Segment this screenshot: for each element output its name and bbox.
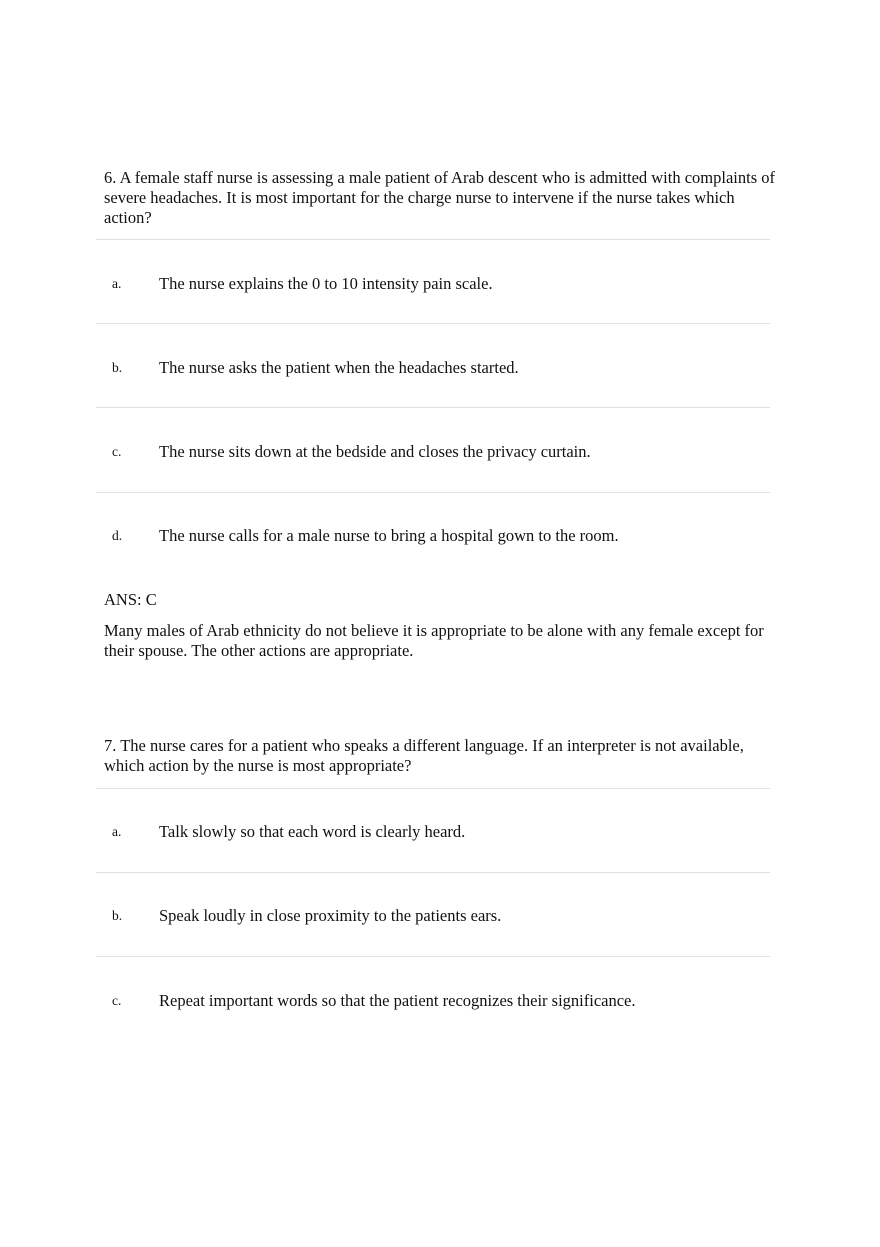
answer-key: ANS: C (104, 590, 157, 609)
divider (96, 407, 770, 408)
option-letter-b: b. (112, 360, 123, 375)
divider (96, 323, 770, 324)
option-text-c: The nurse sits down at the bedside and closes the privacy curtain. (159, 442, 591, 461)
option-letter-a: a. (112, 276, 122, 291)
option-text-a: Talk slowly so that each word is clearly heard. (159, 822, 466, 841)
option-text-b: The nurse asks the patient when the headaches started. (159, 358, 519, 377)
divider (96, 788, 770, 789)
divider (96, 239, 770, 240)
option-letter-d: d. (112, 528, 123, 543)
question-7-stem: 7. The nurse cares for a patient who speaks a different language. If an interpreter is not available, which action by the nurse is most appropriate? (104, 736, 744, 775)
option-letter-c: c. (112, 993, 122, 1008)
divider (96, 872, 770, 873)
rationale: Many males of Arab ethnicity do not believe it is appropriate to be alone with any female except for their spouse. The other actions are appropriate. (104, 621, 764, 660)
divider (96, 956, 770, 957)
option-text-b: Speak loudly in close proximity to the patients ears. (159, 906, 502, 925)
option-text-d: The nurse calls for a male nurse to bring a hospital gown to the room. (159, 526, 619, 545)
option-text-a: The nurse explains the 0 to 10 intensity pain scale. (159, 274, 493, 293)
option-text-c: Repeat important words so that the patient recognizes their significance. (159, 991, 636, 1010)
option-letter-a: a. (112, 824, 122, 839)
divider (96, 492, 770, 493)
question-6-stem: 6. A female staff nurse is assessing a male patient of Arab descent who is admitted with complaints of severe headaches. It is most important for the charge nurse to intervene if the nurse takes which action? (104, 168, 776, 227)
option-letter-c: c. (112, 444, 122, 459)
option-letter-b: b. (112, 908, 123, 923)
